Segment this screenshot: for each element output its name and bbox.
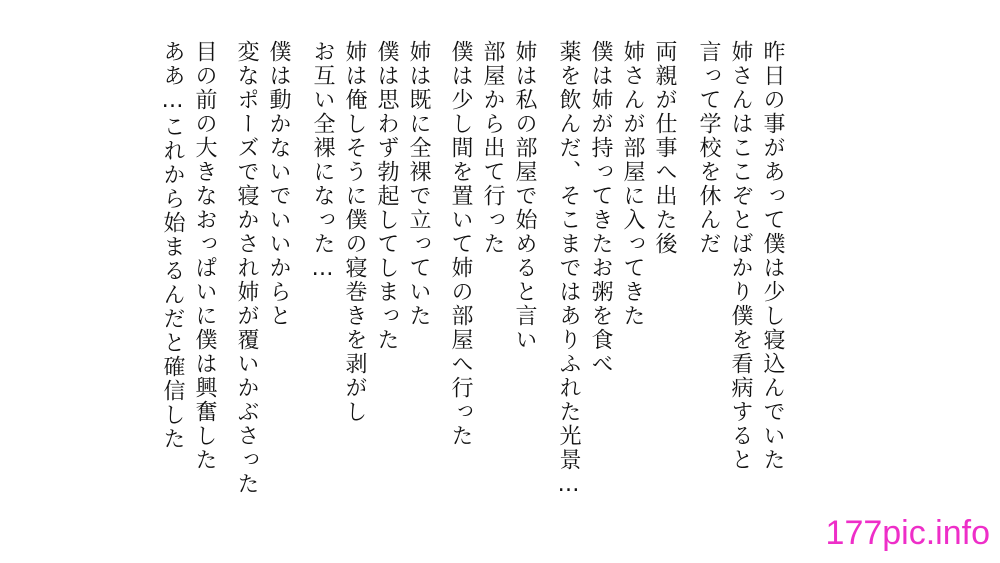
text-line-14: お互い全裸になった… — [310, 40, 335, 283]
text-line-12: 僕は思わず勃起してしまった — [374, 40, 399, 352]
text-line-3: 言って学校を休んだ — [696, 40, 721, 256]
text-line-17: 目の前の大きなおっぱいに僕は興奮した — [192, 40, 217, 472]
text-line-5: 姉さんが部屋に入ってきた — [620, 40, 645, 328]
text-line-7: 薬を飲んだ、そこまではありふれた光景… — [556, 40, 581, 499]
text-line-2: 姉さんはここぞとばかり僕を看病すると — [728, 40, 753, 472]
text-line-9: 部屋から出て行った — [480, 40, 505, 256]
text-line-4: 両親が仕事へ出た後 — [652, 40, 677, 256]
text-line-10: 僕は少し間を置いて姉の部屋へ行った — [448, 40, 473, 448]
text-line-15: 僕は動かないでいいからと — [266, 40, 291, 328]
text-line-13: 姉は俺しそうに僕の寝巻きを剥がし — [342, 40, 367, 424]
site-watermark: 177pic.info — [825, 514, 990, 552]
text-line-1: 昨日の事があって僕は少し寝込んでいた — [760, 40, 785, 472]
text-line-6: 僕は姉が持ってきたお粥を食べ — [588, 40, 613, 376]
text-line-8: 姉は私の部屋で始めると言い — [512, 40, 537, 352]
text-line-18: ああ…これから始まるんだと確信した — [160, 40, 185, 451]
text-line-11: 姉は既に全裸で立っていた — [406, 40, 431, 328]
text-line-16: 変なポーズで寝かされ姉が覆いかぶさった — [234, 40, 259, 496]
